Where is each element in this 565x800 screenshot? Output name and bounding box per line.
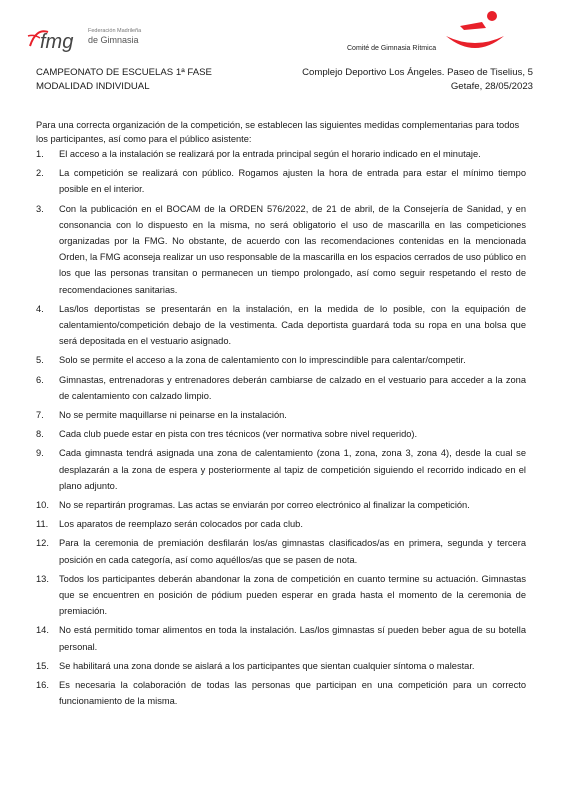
- rule-item: [36, 352, 526, 368]
- rule-number: 3.: [36, 203, 44, 214]
- rule-item: [36, 677, 526, 709]
- rule-item: [36, 426, 526, 442]
- fmg-logo-icon: [26, 24, 86, 54]
- rule-item: [36, 201, 526, 298]
- rule-text: Cada gimnasta tendrá asignada una zona de calentamiento (zona 1, zona, zona 3, zona 4), desde la cual se desplazarán a la zona de espera y posteriormente al tapiz de competición siguiendo el recorrido indicado en el plano adjunto.: [59, 448, 526, 491]
- rule-number: 12.: [36, 538, 49, 549]
- rule-number: 15.: [36, 660, 49, 671]
- rule-text: Las/los deportistas se presentarán en la instalación, en la medida de lo posible, con la equipación de calentamiento/competición debajo de la vestimenta. Cada deportista guardará toda su ropa en una bolsa que será depositada en el vestuario asignado.: [59, 303, 526, 347]
- rule-number: 13.: [36, 573, 49, 584]
- rule-number: 1.: [36, 149, 44, 159]
- rule-text: Se habilitará una zona donde se aislará a los participantes que sientan cualquier síntoma o malestar.: [59, 660, 475, 671]
- fmg-title: de Gimnasia: [88, 35, 139, 45]
- rule-item: [36, 146, 526, 162]
- venue-info: [302, 66, 533, 94]
- rule-item: [36, 516, 526, 532]
- rule-number: 16.: [36, 680, 49, 691]
- event-info: [36, 66, 212, 94]
- rule-text: Con la publicación en el BOCAM de la ORDEN 576/2022, de 21 de abril, de la Consejería de Sanidad, y en consonancia con lo dispuesto en la misma, no será obligatorio el uso de mascarilla en las competiciones organizadas por la FMG. No obstante, de acuerdo con las recomendaciones contenidas en la mencionada Orden, la FMG aconseja realizar un uso responsable de la mascarilla en los espacios cerrados de uso público en los que las personas transitan o permanecen un tiempo prolongado, así como seguir respetando el resto de recomendaciones sanitarias.: [59, 203, 526, 295]
- fmg-logo: [26, 22, 146, 56]
- fmg-subtitle: Federación Madrileña: [88, 28, 142, 34]
- venue-address: Complejo Deportivo Los Ángeles. Paseo de Tiselius, 5: [302, 67, 533, 78]
- rule-number: 6.: [36, 374, 44, 385]
- rule-text: No está permitido tomar alimentos en toda la instalación. Las/los gimnastas sí pueden beber agua de su botella personal.: [59, 625, 526, 652]
- rule-item: [36, 497, 526, 513]
- rule-item: [36, 535, 526, 567]
- committee-name: Comité de Gimnasia Rítmica: [347, 45, 437, 52]
- page-header: [0, 0, 565, 64]
- rule-item: [36, 407, 526, 423]
- rule-text: Los aparatos de reemplazo serán colocados por cada club.: [59, 519, 303, 530]
- rule-item: [36, 301, 526, 350]
- rule-number: 4.: [36, 303, 44, 314]
- intro-paragraph: Para una correcta organización de la competición, se establecen las siguientes medidas complementarias para todos los participantes, así como para el público asistente:: [36, 120, 520, 144]
- rule-number: 8.: [36, 429, 44, 440]
- rule-number: 14.: [36, 625, 49, 636]
- rules-list: [36, 146, 526, 713]
- rule-text: Cada club puede estar en pista con tres técnicos (ver normativa sobre nivel requerido).: [59, 429, 418, 440]
- venue-date: Getafe, 28/05/2023: [450, 81, 533, 92]
- event-title: CAMPEONATO DE ESCUELAS 1ª FASE: [36, 67, 212, 78]
- rhythmic-gymnastics-logo-icon: [440, 8, 510, 60]
- rule-number: 5.: [36, 355, 44, 366]
- rule-text: No se permite maquillarse ni peinarse en la instalación.: [59, 410, 287, 421]
- rule-item: [36, 571, 526, 620]
- rule-text: Solo se permite el acceso a la zona de calentamiento con lo imprescindible para calentar/competir.: [59, 355, 466, 366]
- rule-number: 2.: [36, 168, 44, 179]
- rule-number: 10.: [36, 500, 49, 511]
- rule-text: Es necesaria la colaboración de todas las personas que participan en una competición para un correcto funcionamiento de la misma.: [59, 680, 526, 707]
- rule-item: [36, 622, 526, 654]
- rule-text: El acceso a la instalación se realizará por la entrada principal según el horario indicado en el minutaje.: [59, 149, 481, 159]
- rule-item: [36, 165, 526, 197]
- rule-item: [36, 445, 526, 494]
- rule-text: Gimnastas, entrenadoras y entrenadores deberán cambiarse de calzado en el vestuario para acceder a la zona de calentamiento con calzado limpio.: [59, 374, 526, 401]
- rule-text: No se repartirán programas. Las actas se enviarán por correo electrónico al finalizar la competición.: [59, 500, 470, 511]
- rule-number: 11.: [36, 519, 49, 530]
- fmg-logo-text: fmg: [40, 31, 74, 53]
- rule-text: Para la ceremonia de premiación desfilarán los/as gimnastas clasificados/as en primera, segunda y tercera posición en cada categoría, así como aquéllos/as que se pasen de nota.: [59, 538, 526, 565]
- rule-text: La competición se realizará con público. Rogamos ajusten la hora de entrada para estar el mínimo tiempo posible en el interior.: [59, 168, 526, 195]
- rule-number: 7.: [36, 410, 44, 421]
- rule-text: Todos los participantes deberán abandonar la zona de competición en cuanto termine su actuación. Gimnastas que se encuentren en posición de pódium pueden esperar en grada hasta el momento de la ceremonia de premiación.: [59, 573, 526, 617]
- rule-item: [36, 658, 526, 674]
- event-modality: MODALIDAD INDIVIDUAL: [36, 81, 150, 92]
- rule-number: 9.: [36, 448, 44, 459]
- rule-item: [36, 372, 526, 404]
